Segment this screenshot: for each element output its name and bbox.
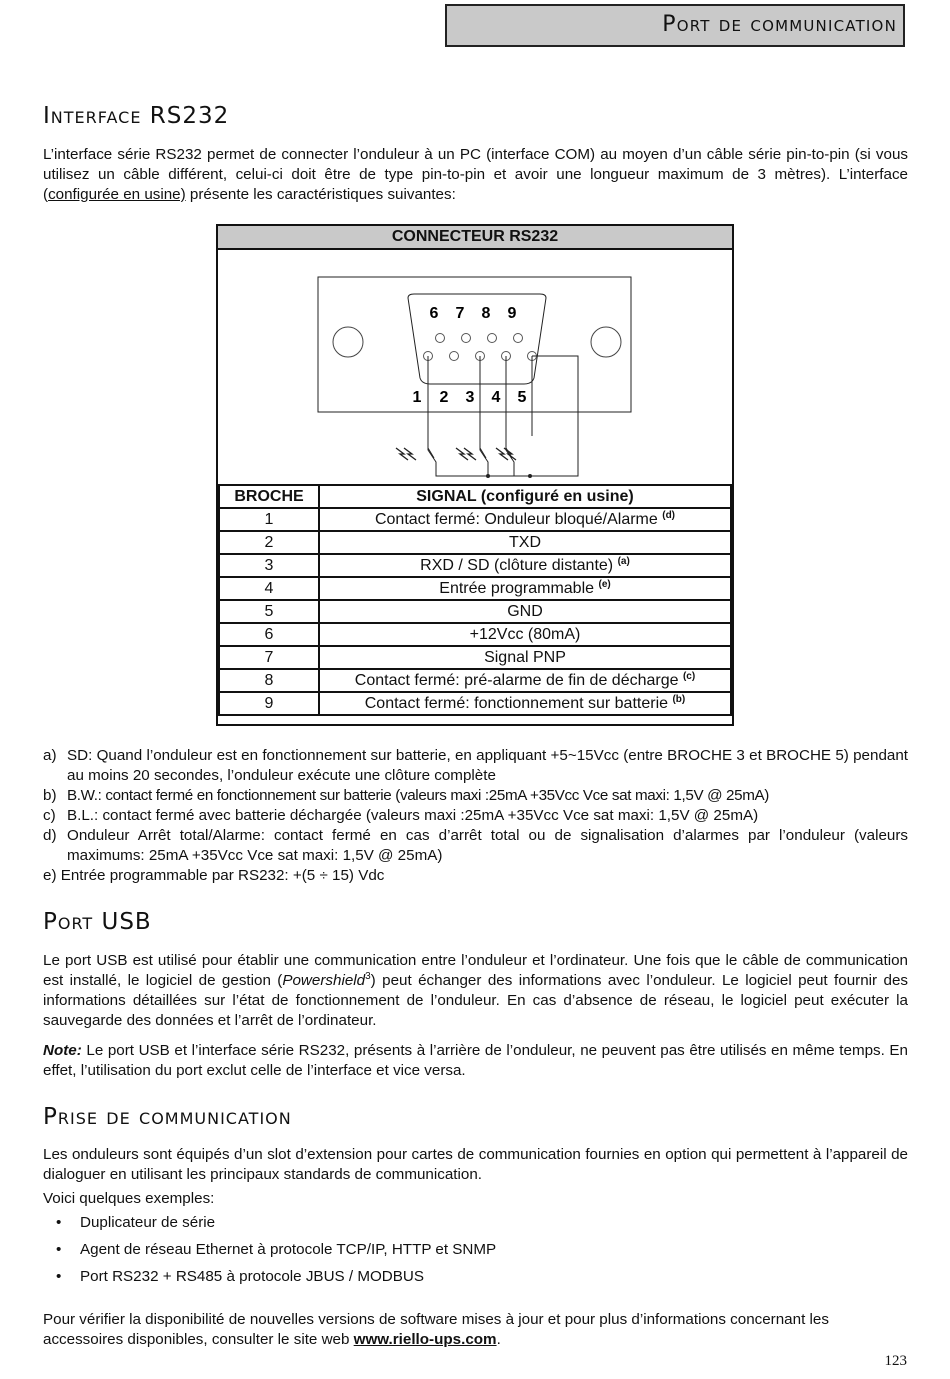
note-label: Note: (43, 1042, 82, 1059)
pin-number: 1 (219, 508, 319, 531)
pin-label-6: 6 (429, 305, 439, 322)
pin-number: 4 (219, 577, 319, 600)
pin-signal: Contact fermé: fonctionnement sur batterie $^{(b)}$ (319, 692, 731, 715)
bullet-icon: • (56, 1268, 62, 1285)
pin-signal: Entrée programmable $^{(e)}$ (319, 577, 731, 600)
pin-table (218, 484, 732, 716)
pin-signal: TXD (319, 531, 731, 554)
factory-config-underline: configurée en usine) (48, 186, 186, 203)
closing-paragraph: Pour vérifier la disponibilité de nouvelles versions de software mises à jour et pour plus d’informations concernant les accessoires disponibles, consulter le site web www.riello-ups.com. (43, 1311, 829, 1348)
table-row (219, 577, 731, 600)
pin-number: 5 (219, 600, 319, 623)
pin-table-header (219, 485, 731, 508)
connector-outline (318, 277, 631, 412)
right-mounting-hole (591, 327, 621, 357)
pin-number: 9 (219, 692, 319, 715)
table-row (219, 669, 731, 692)
table-row (219, 600, 731, 623)
pin-label-3: 3 (465, 389, 475, 406)
pin-number: 2 (219, 531, 319, 554)
list-item: • Agent de réseau Ethernet à protocole TCP/IP, HTTP et SNMP (56, 1241, 497, 1258)
bullet-icon: • (56, 1241, 62, 1258)
bullet-icon: • (56, 1214, 62, 1231)
pin-signal: Contact fermé: pré-alarme de fin de décharge $^{(c)}$ (319, 669, 731, 692)
pin-number: 8 (219, 669, 319, 692)
list-item: • Port RS232 + RS485 à protocole JBUS / MODBUS (56, 1268, 424, 1285)
pin-label-9: 9 (507, 305, 517, 322)
optocoupler-light-icons (396, 448, 516, 460)
usb-paragraph: Le port USB est utilisé pour établir une communication entre l’onduleur et l’ordinateur. Une fois que le câble de communication est installé, le logiciel de gestion (Powershield$^3$) peut échanger des informations avec l’onduleur. Le logiciel peut fournir des informations détaillées sur l’état de fonctionnement de l’onduleur. En cas d’absence de réseau, le logiciel peut exécuter la sauvegarde des données et l’arrêt de l’ordinateur. (43, 952, 909, 1029)
prise-examples-intro: Voici quelques exemples: (43, 1190, 215, 1207)
junction-dot-2 (528, 474, 532, 478)
connector-title: CONNECTEUR RS232 (218, 226, 732, 250)
pin-signal: RXD / SD (clôture distante) $^{(a)}$ (319, 554, 731, 577)
pin-label-2: 2 (439, 389, 449, 406)
table-row (219, 692, 731, 715)
pin-hole-9 (514, 334, 523, 343)
pin-hole-6 (436, 334, 445, 343)
rs232-notes (43, 746, 908, 886)
pin-label-1: 1 (412, 389, 422, 406)
pin-number: 3 (219, 554, 319, 577)
table-row (219, 646, 731, 669)
footnote-ref: (d) (662, 509, 676, 521)
usb-note: Note: Le port USB et l’interface série RS232, présents à l’arrière de l’onduleur, ne peuvent pas être utilisés en même temps. En effet, l’utilisation du port exclut celle de l’interface et vice versa. (43, 1042, 908, 1079)
note-c: c) B.L.: contact fermé avec batterie déchargée (valeurs maxi :25mA +35Vcc Vce sat maxi: 1,5V @ 25mA) (43, 807, 759, 824)
pin-label-4: 4 (491, 389, 501, 406)
note-d: d) Onduleur Arrêt total/Alarme: contact fermé en cas d’arrêt total ou de signalisation d’alarmes par l’onduleur (valeurs maximums: 25mA +35Vcc Vce sat maxi: 1,5V @ 25mA) (43, 827, 908, 864)
table-row (219, 554, 731, 577)
footnote-ref: (e) (598, 578, 611, 590)
pin-hole-2 (450, 352, 459, 361)
page-number: 123 (884, 1353, 907, 1369)
pin-signal: +12Vcc (80mA) (319, 623, 731, 646)
rs232-heading: Interface RS232 (43, 103, 230, 129)
wiring (428, 356, 578, 476)
note-e: e) Entrée programmable par RS232: +(5 ÷ 15) Vdc (43, 867, 385, 884)
examples-list (43, 1213, 496, 1294)
note-a: a) SD: Quand l’onduleur est en fonctionnement sur batterie, en appliquant +5~15Vcc (entre BROCHE 3 et BROCHE 5) pendant au moins 20 secondes, l’onduleur exécute une clôture complète (43, 747, 908, 784)
left-mounting-hole (333, 327, 363, 357)
pin-number: 7 (219, 646, 319, 669)
pin-label-5: 5 (517, 389, 527, 406)
pin-label-8: 8 (481, 305, 491, 322)
note-b: b) B.W.: contact fermé en fonctionnement sur batterie (valeurs maxi :25mA +35Vcc Vce sat maxi: 1,5V @ 25mA) (43, 787, 770, 804)
pin-hole-8 (488, 334, 497, 343)
header-title: Port de communication (662, 12, 897, 37)
table-row (219, 531, 731, 554)
rs232-intro: L’interface série RS232 permet de connecter l’onduleur à un PC (interface COM) au moyen d’un câble série pin-to-pin (si vous utilisez un câble différent, celui-ci doit être de type pin-to-pin et avoir une longueur maximum de 3 mètres). L’interface (configurée en usine) présente les caractéristiques suivantes: (43, 146, 908, 203)
table-row (219, 508, 731, 531)
footnote-ref: (c) (682, 670, 696, 682)
pin-number: 6 (219, 623, 319, 646)
pin-label-7: 7 (455, 305, 465, 322)
table-row (219, 623, 731, 646)
pin-column-header: BROCHE (219, 485, 319, 508)
list-item: • Duplicateur de série (56, 1214, 216, 1231)
signal-column-header: SIGNAL (configuré en usine) (319, 485, 731, 508)
pin-hole-7 (462, 334, 471, 343)
junction-dot-1 (486, 474, 490, 478)
footnote-ref: (a) (617, 555, 630, 567)
prise-heading: Prise de communication (43, 1104, 292, 1130)
rs232-connector-panel (216, 224, 734, 726)
pin-signal: Signal PNP (319, 646, 731, 669)
db9-connector-diagram (218, 250, 732, 484)
prise-paragraph: Les onduleurs sont équipés d’un slot d’extension pour cartes de communication fournies en option qui permettent à l’appareil de dialoguer en utilisant les principaux standards de communication. (43, 1146, 908, 1183)
website-link[interactable]: www.riello-ups.com (353, 1331, 497, 1348)
header-box (445, 4, 905, 47)
footnote-ref: (b) (672, 693, 686, 705)
pin-signal: GND (319, 600, 731, 623)
usb-heading: Port USB (43, 909, 152, 935)
pin-signal: Contact fermé: Onduleur bloqué/Alarme $^{(d)}$ (319, 508, 731, 531)
